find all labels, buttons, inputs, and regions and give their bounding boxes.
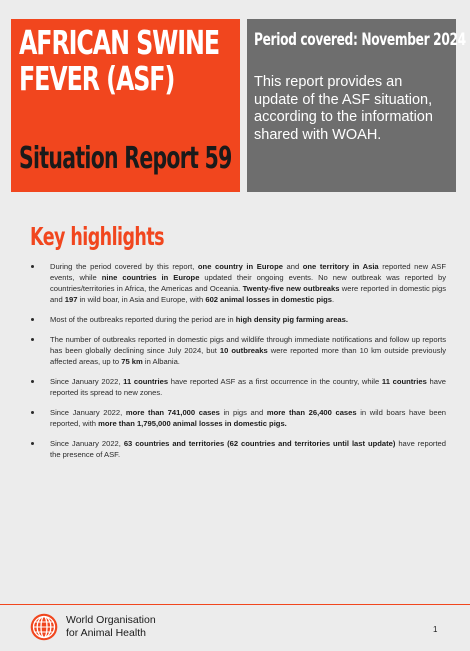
highlight-text: and bbox=[282, 262, 303, 271]
key-highlights-heading: Key highlights bbox=[30, 222, 164, 251]
highlight-text: Since January 2022, bbox=[50, 377, 124, 386]
highlight-text: updated their ongoing events. No new outbreak was reported by countries/territories in Africa, the Americas and Oceania. bbox=[50, 273, 446, 293]
highlight-item bbox=[22, 261, 446, 305]
report-subtitle: Situation Report 59 bbox=[19, 141, 232, 176]
highlight-text: reported new ASF events, while bbox=[50, 262, 446, 282]
highlight-text: in wild boars have been reported, with bbox=[50, 408, 447, 428]
highlight-item bbox=[22, 334, 446, 367]
highlight-item bbox=[22, 407, 446, 429]
highlight-text: The number of outbreaks reported in domestic pigs and wildlife through immediate notifications and follow up reports has been globally declining since July 2024, but bbox=[50, 335, 446, 355]
highlight-text: nine countries in Europe bbox=[101, 273, 200, 282]
highlight-text: one territory in Asia bbox=[302, 262, 379, 271]
report-title bbox=[19, 25, 235, 97]
report-title-line1: AFRICAN SWINE bbox=[19, 23, 219, 62]
highlight-text: 602 animal losses in domestic pigs bbox=[205, 295, 332, 304]
highlight-text: in Albania. bbox=[142, 357, 180, 366]
report-title-line2: FEVER (ASF) bbox=[19, 59, 175, 98]
footer-divider bbox=[0, 604, 470, 605]
period-covered: Period covered: November 2024 bbox=[254, 30, 466, 50]
highlight-text: Twenty-five new outbreaks bbox=[242, 284, 340, 293]
highlight-text: During the period covered by this report, bbox=[50, 262, 198, 271]
key-highlights-list bbox=[22, 261, 446, 469]
highlight-text: 11 countries bbox=[123, 377, 169, 386]
highlight-text: one country in Europe bbox=[197, 262, 283, 271]
highlight-text: Since January 2022, bbox=[50, 439, 124, 448]
highlight-text: in wild boar, in Asia and Europe, with bbox=[77, 295, 206, 304]
highlight-text: more than 741,000 cases bbox=[125, 408, 220, 417]
highlight-text: were reported in domestic pigs and bbox=[50, 284, 446, 304]
page-number: 1 bbox=[433, 625, 438, 634]
highlight-text: more than 1,795,000 animal losses in domestic pigs. bbox=[98, 419, 287, 428]
highlight-text: in pigs and bbox=[219, 408, 267, 417]
highlight-text: more than 26,400 cases bbox=[266, 408, 357, 417]
highlight-text: 197 bbox=[64, 295, 78, 304]
highlight-text: have reported ASF as a first occurrence in the country, while bbox=[168, 377, 382, 386]
report-description: This report provides an update of the ASF situation, according to the information shared with WOAH. bbox=[254, 74, 433, 143]
highlight-text: Since January 2022, bbox=[50, 408, 126, 417]
highlight-text: . bbox=[331, 295, 335, 304]
highlight-text: 10 outbreaks bbox=[219, 346, 268, 355]
highlight-item bbox=[22, 438, 446, 460]
organisation-name-line2: for Animal Health bbox=[66, 627, 146, 639]
highlight-text: high density pig farming areas. bbox=[235, 315, 348, 324]
highlight-text: have reported its spread to new zones. bbox=[50, 377, 447, 397]
organisation-name-line1: World Organisation bbox=[66, 614, 156, 626]
highlight-text: 63 countries and territories (62 countries and territories until last update) bbox=[123, 439, 396, 448]
highlight-text: have reported the presence of ASF. bbox=[50, 439, 447, 459]
woah-logo-icon bbox=[30, 613, 58, 641]
highlight-text: Most of the outbreaks reported during the period are in bbox=[50, 315, 236, 324]
organisation-name bbox=[66, 614, 156, 640]
highlight-text: 11 countries bbox=[381, 377, 427, 386]
highlight-item bbox=[22, 376, 446, 398]
highlight-item bbox=[22, 314, 446, 325]
info-panel bbox=[247, 19, 466, 192]
title-block bbox=[11, 19, 240, 192]
highlight-text: 75 km bbox=[121, 357, 143, 366]
highlight-text: were reported more than 10 km outside previously affected areas, up to bbox=[50, 346, 446, 366]
